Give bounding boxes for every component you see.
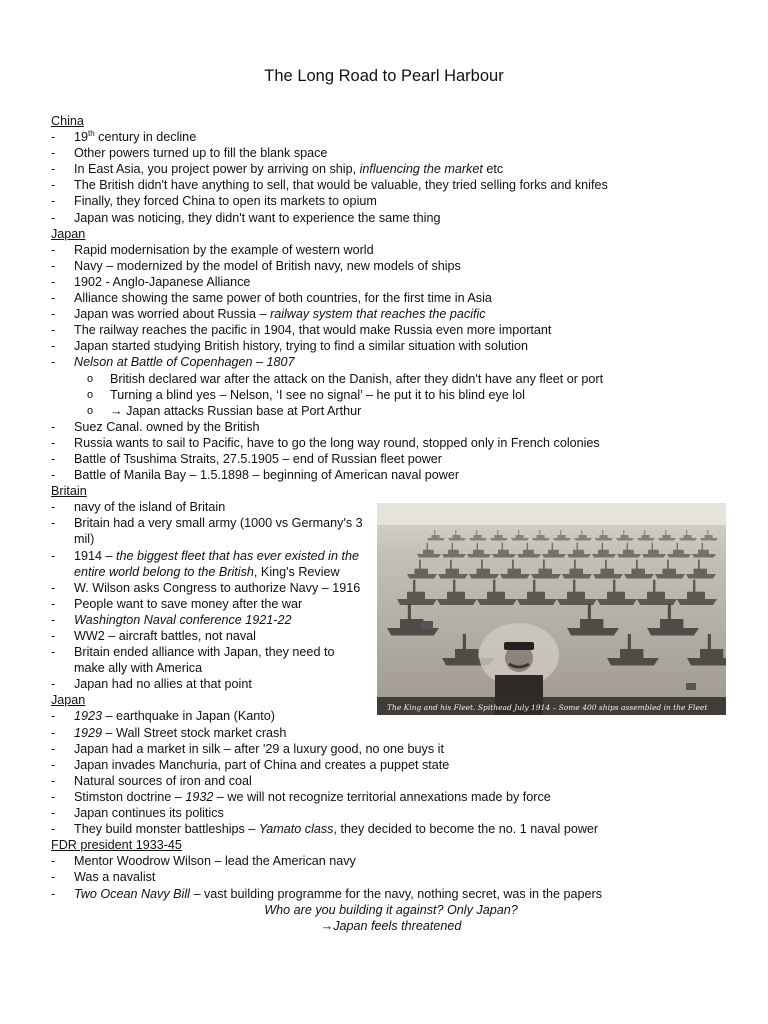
list-item: - Japan had a market in silk – after '29 a luxury good, no one buys it: [51, 741, 444, 756]
bullet-icon: o: [87, 372, 94, 385]
list-item: - Other powers turned up to fill the blank space: [51, 146, 328, 161]
list-item: - The railway reaches the pacific in 1904, that would make Russia even more important: [51, 323, 552, 338]
list-item: - The British didn't have anything to sell, that would be valuable, they tried selling forks and knifes: [51, 178, 608, 193]
page-title: The Long Road to Pearl Harbour: [264, 67, 504, 85]
list-item: - Russia wants to sail to Pacific, have to go the long way round, stopped only in French colonies: [51, 435, 600, 450]
list-item: - W. Wilson asks Congress to authorize Navy – 1916: [51, 580, 361, 595]
flag-icon: [421, 621, 433, 629]
list-item: - 1902 - Anglo-Japanese Alliance: [51, 274, 251, 289]
list-item: - 1929 – Wall Street stock market crash: [51, 725, 287, 740]
list-item: - navy of the island of Britain: [51, 500, 226, 515]
section-heading-china: China: [51, 114, 84, 128]
list-item: - Japan started studying British history, trying to find a similar situation with solution: [51, 339, 529, 354]
list-item: - Japan continues its politics: [51, 806, 224, 821]
sub-list-item: o British declared war after the attack on the Danish, after they didn't have any fleet or port: [87, 371, 604, 386]
section-heading-japan-2: Japan: [51, 693, 86, 708]
list-item: - They build monster battleships – Yamato class, they decided to become the no. 1 naval power: [51, 822, 599, 837]
closing-conclusion: →Japan feels threatened: [320, 918, 462, 933]
list-item: - Japan had no allies at that point: [51, 677, 252, 692]
section-heading-fdr: FDR president 1933-45: [51, 838, 182, 853]
sub-list-item: o → Japan attacks Russian base at Port Arthur: [87, 403, 362, 418]
list-item: - WW2 – aircraft battles, not naval: [51, 629, 256, 643]
list-item: - Mentor Woodrow Wilson – lead the American navy: [51, 854, 356, 869]
fleet-photo-image: [377, 503, 726, 715]
fleet-photo: [377, 503, 726, 715]
list-item: - Nelson at Battle of Copenhagen – 1807: [51, 355, 295, 370]
photo-caption: The King and his Fleet. Spithead July 1914 – Some 400 ships assembled in the Fleet: [387, 703, 708, 712]
list-item: - Britain had a very small army (1000 vs Germany's 3 mil): [51, 516, 363, 547]
list-item: - Rapid modernisation by the example of western world: [51, 242, 374, 257]
list-item: - Battle of Manila Bay – 1.5.1898 – beginning of American naval power: [51, 468, 460, 483]
bullet-icon: o: [87, 388, 94, 401]
list-item: - Navy – modernized by the model of British navy, new models of ships: [51, 258, 461, 273]
list-item: - Battle of Tsushima Straits, 27.5.1905 – end of Russian fleet power: [51, 451, 442, 466]
list-item: - In East Asia, you project power by arriving on ship, influencing the market etc: [51, 162, 504, 177]
list-item: - Stimston doctrine – 1932 – we will not recognize territorial annexations made by force: [51, 789, 551, 804]
list-item: - Japan was noticing, they didn't want to experience the same thing: [51, 210, 441, 225]
list-item: - 1914 – the biggest fleet that has ever existed in the entire world belong to the British, King's Review: [51, 548, 359, 579]
list-item: - Washington Naval conference 1921-22: [51, 612, 292, 627]
list-item: - People want to save money after the war: [51, 596, 303, 611]
section-heading-britain: Britain: [51, 484, 87, 499]
list-item: - Japan invades Manchuria, part of China and creates a puppet state: [51, 757, 450, 772]
sub-list-item: o Turning a blind yes – Nelson, ‘I see no signal’ – he put it to his blind eye lol: [87, 387, 525, 402]
list-item: - Alliance showing the same power of both countries, for the first time in Asia: [51, 291, 492, 306]
list-item: - Japan was worried about Russia – railway system that reaches the pacific: [51, 307, 486, 322]
list-item: - Finally, they forced China to open its markets to opium: [51, 194, 377, 209]
list-item: - Was a navalist: [51, 870, 156, 885]
section-heading-japan: Japan: [51, 226, 86, 241]
list-item: - Suez Canal. owned by the British: [51, 419, 260, 434]
closing-question: Who are you building it against? Only Japan?: [264, 902, 518, 917]
flag-icon: [686, 683, 696, 690]
list-item: - 19th century in decline: [51, 128, 197, 145]
bullet-icon: o: [87, 404, 94, 417]
list-item: - 1923 – earthquake in Japan (Kanto): [51, 709, 275, 724]
list-item: - Britain ended alliance with Japan, they need to make ally with America: [51, 645, 335, 676]
list-item: - Two Ocean Navy Bill – vast building programme for the navy, nothing secret, was in the papers: [51, 886, 603, 901]
list-item: - Natural sources of iron and coal: [51, 773, 252, 788]
